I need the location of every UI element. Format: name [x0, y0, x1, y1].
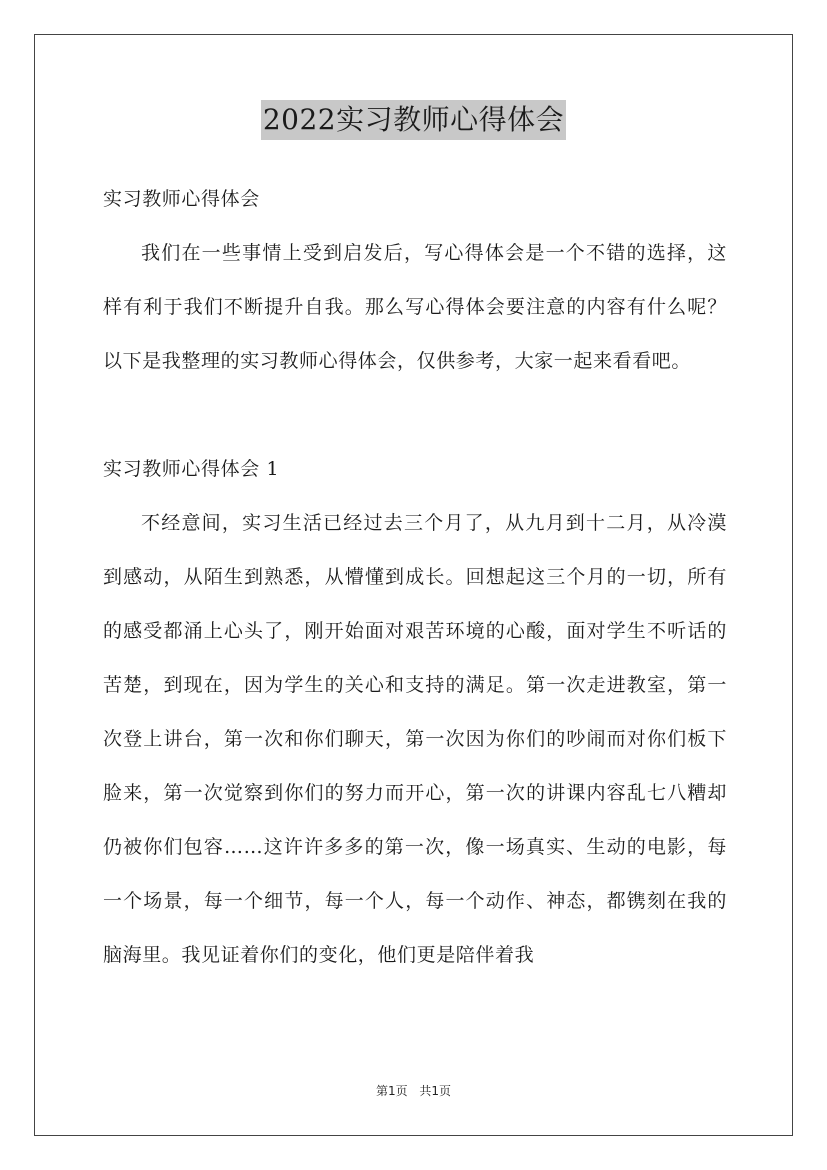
page-number-current: 第1页 — [375, 1084, 408, 1098]
section-spacer — [103, 388, 727, 442]
title-container — [0, 100, 827, 140]
section-heading: 实习教师心得体会 1 — [103, 458, 280, 480]
page-footer — [0, 1082, 827, 1099]
document-body — [103, 172, 727, 982]
page-number-total: 共1页 — [419, 1084, 452, 1098]
document-title: 2022实习教师心得体会 — [261, 100, 566, 140]
section-heading: 实习教师心得体会 — [103, 188, 260, 210]
section-paragraph: 不经意间，实习生活已经过去三个月了，从九月到十二月，从冷漠到感动，从陌生到熟悉，从懵懂到成长。回想起这三个月的一切，所有的感受都涌上心头了，刚开始面对艰苦环境的心酸，面对学生不听话的苦楚，到现在，因为学生的关心和支持的满足。第一次走进教室，第一次登上讲台，第一次和你们聊天，第一次因为你们的吵闹而对你们板下脸来，第一次觉察到你们的努力而开心，第一次的讲课内容乱七八糟却仍被你们包容……这许许多多的第一次，像一场真实、生动的电影，每一个场景，每一个细节，每一个人，每一个动作、神态，都镌刻在我的脑海里。我见证着你们的变化，他们更是陪伴着我 — [103, 512, 727, 966]
section-paragraph: 我们在一些事情上受到启发后，写心得体会是一个不错的选择，这样有利于我们不断提升自我。那么写心得体会要注意的内容有什么呢？以下是我整理的实习教师心得体会，仅供参考，大家一起来看看吧。 — [103, 242, 727, 372]
